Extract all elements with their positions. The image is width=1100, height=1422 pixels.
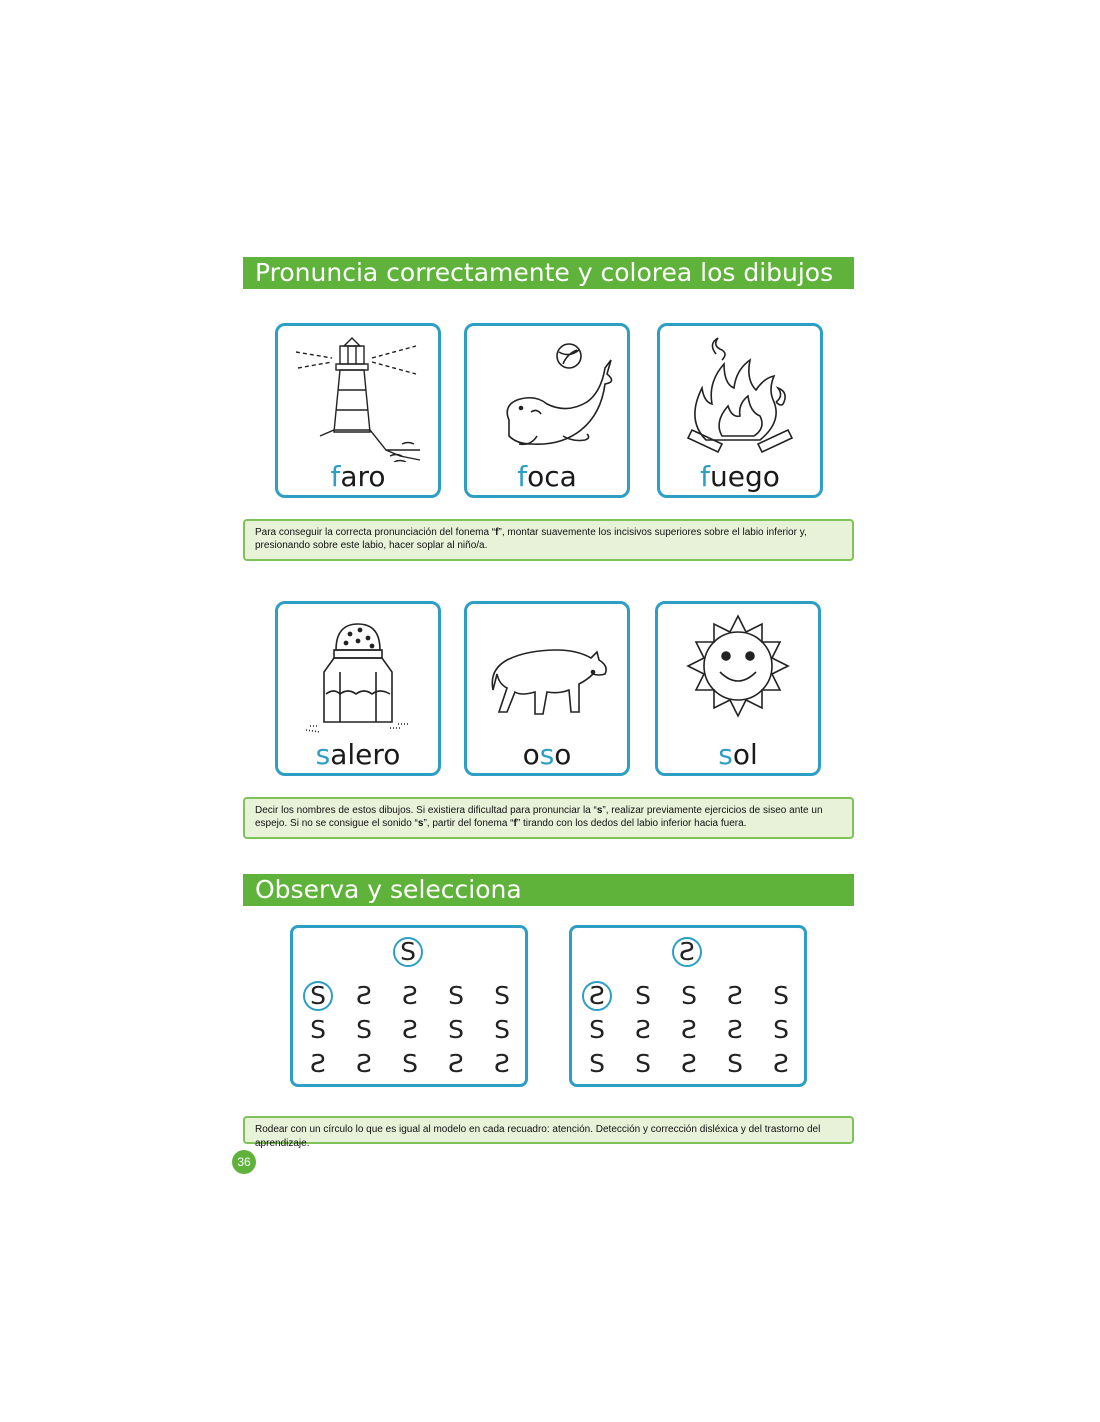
grid-letter[interactable]: S bbox=[356, 1049, 372, 1078]
grid-letter[interactable]: S bbox=[448, 1049, 464, 1078]
grid-letter[interactable]: S bbox=[402, 1049, 418, 1078]
grid-letter[interactable]: S bbox=[448, 981, 464, 1010]
word-salero: salero bbox=[315, 738, 401, 771]
grid-letter[interactable]: S bbox=[494, 1049, 510, 1078]
instruction-note-s: Decir los nombres de estos dibujos. Si existiera dificultad para pronunciar la “s”, realizar previamente ejercicios de siseo ante un espejo. Si no se consigue el sonido “s”, partir del fonema “f” tirando con los dedos del labio inferior hacia fuera. bbox=[243, 797, 854, 839]
instruction-note-f: Para conseguir la correcta pronunciación del fonema “f”, montar suavemente los incisivos superiores sobre el labio inferior y, presionando sobre este labio, hacer soplar al niño/a. bbox=[243, 519, 854, 561]
grid-letter[interactable]: S bbox=[681, 981, 697, 1010]
bear-icon bbox=[479, 610, 615, 740]
grid-letter[interactable]: S bbox=[727, 1015, 743, 1044]
grid-letter[interactable]: S bbox=[681, 1015, 697, 1044]
card-salero bbox=[275, 601, 441, 776]
grid-letter[interactable]: S bbox=[310, 1049, 326, 1078]
grid-letter[interactable]: S bbox=[681, 1049, 697, 1078]
grid-letter[interactable]: S bbox=[635, 1015, 651, 1044]
card-faro bbox=[275, 323, 441, 498]
grid-letter[interactable]: S bbox=[356, 1015, 372, 1044]
grid-letter[interactable]: S bbox=[727, 981, 743, 1010]
grid-letter[interactable]: S bbox=[310, 1015, 326, 1044]
seal-icon bbox=[479, 332, 615, 462]
salt-shaker-icon bbox=[290, 610, 426, 740]
fire-icon bbox=[672, 332, 808, 462]
grid-letter[interactable]: S bbox=[494, 981, 510, 1010]
grid-letter[interactable]: S bbox=[773, 981, 789, 1010]
card-sol bbox=[655, 601, 821, 776]
page-number: 36 bbox=[232, 1150, 256, 1174]
grid-letter[interactable]: S bbox=[402, 981, 418, 1010]
card-foca bbox=[464, 323, 630, 498]
grid-letter[interactable]: S bbox=[727, 1049, 743, 1078]
grid-letter[interactable]: S bbox=[494, 1015, 510, 1044]
word-fuego: fuego bbox=[700, 460, 780, 493]
grid-letter[interactable]: S bbox=[582, 981, 612, 1011]
grid-letter[interactable]: S bbox=[589, 1015, 605, 1044]
grid-letter[interactable]: S bbox=[303, 981, 333, 1011]
sun-icon bbox=[670, 610, 806, 740]
card-oso bbox=[464, 601, 630, 776]
letter-grid-right bbox=[569, 925, 807, 1087]
word-oso: oso bbox=[522, 738, 572, 771]
grid-letter[interactable]: S bbox=[402, 1015, 418, 1044]
grid-letter[interactable]: S bbox=[589, 1049, 605, 1078]
word-faro: faro bbox=[330, 460, 386, 493]
section-title-observa: Observa y selecciona bbox=[243, 874, 854, 906]
word-sol: sol bbox=[718, 738, 758, 771]
grid-letter[interactable]: S bbox=[773, 1049, 789, 1078]
model-letter[interactable]: S bbox=[393, 937, 423, 967]
grid-letter[interactable]: S bbox=[356, 981, 372, 1010]
letter-grid-left bbox=[290, 925, 528, 1087]
word-foca: foca bbox=[517, 460, 577, 493]
card-fuego bbox=[657, 323, 823, 498]
instruction-note-observa: Rodear con un círculo lo que es igual al modelo en cada recuadro: atención. Detección y corrección disléxica y del trastorno del aprendizaje. bbox=[243, 1116, 854, 1144]
grid-letter[interactable]: S bbox=[773, 1015, 789, 1044]
lighthouse-icon bbox=[290, 332, 426, 462]
grid-letter[interactable]: S bbox=[635, 1049, 651, 1078]
section-title-pronuncia: Pronuncia correctamente y colorea los dibujos bbox=[243, 257, 854, 289]
model-letter[interactable]: S bbox=[672, 937, 702, 967]
grid-letter[interactable]: S bbox=[635, 981, 651, 1010]
grid-letter[interactable]: S bbox=[448, 1015, 464, 1044]
